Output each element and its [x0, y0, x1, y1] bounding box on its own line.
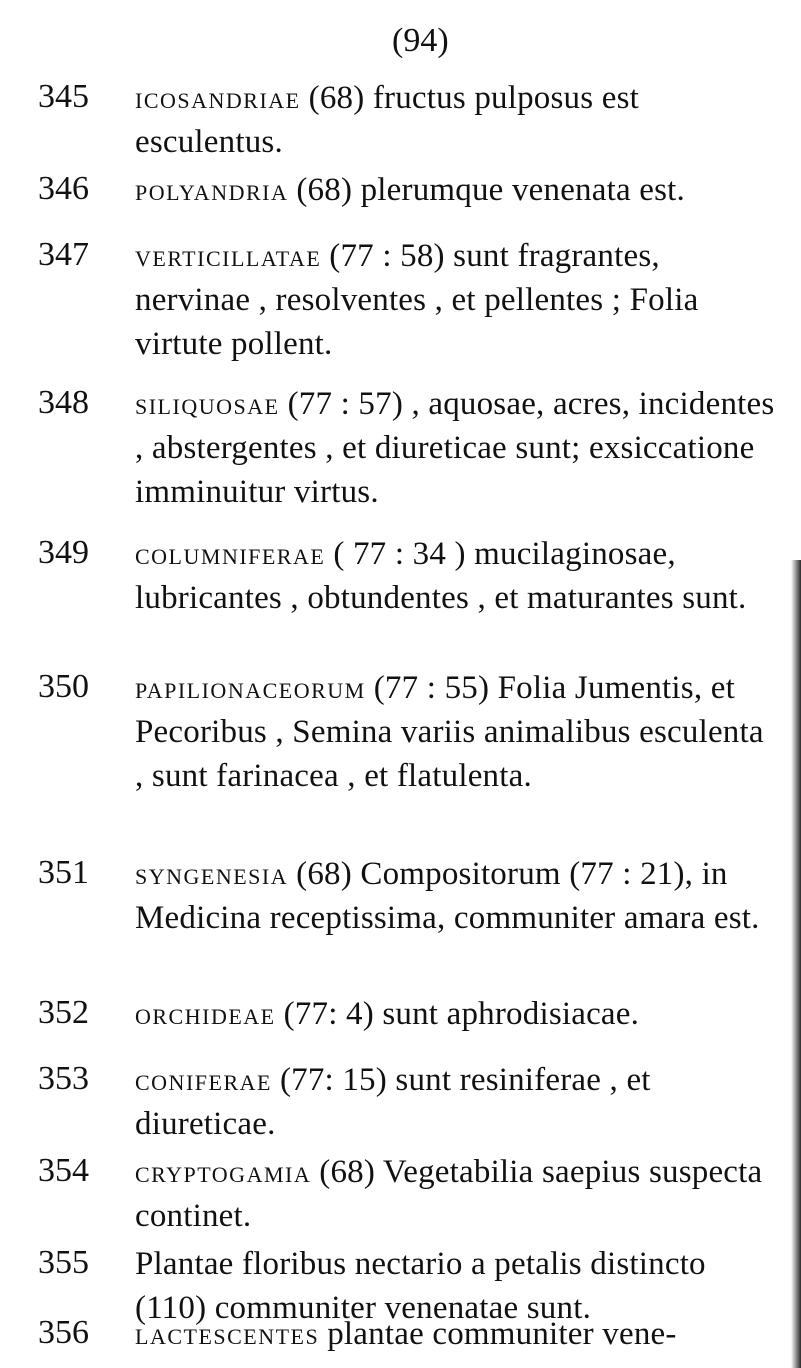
entry-heading: coniferae: [135, 1062, 272, 1097]
entry-text: (77: 4) sunt aphrodisiacae.: [283, 996, 640, 1032]
entry-number: 351: [38, 854, 89, 891]
entry-text: (68) plerumque venenata est.: [296, 172, 685, 208]
entry-number: 348: [38, 384, 89, 421]
entry-number: 350: [38, 668, 89, 705]
entry-text: (77 : 55) Folia Jumentis, et Pecoribus , Semina variis animalibus esculenta , sunt farinacea , et flatulenta.: [135, 670, 764, 794]
entry-number: 345: [38, 78, 89, 115]
entry-text: (77 : 57) , aquosae, acres, incidentes , abstergentes , et diureticae sunt; exsiccatione imminuitur virtus.: [135, 386, 775, 510]
entry-number: 349: [38, 534, 89, 571]
entry-text: (77 : 58) sunt fragrantes, nervinae , resolventes , et pellentes ; Folia virtute pollent.: [135, 238, 699, 362]
entry-text: (68) Vegetabilia saepius suspecta continet.: [135, 1154, 763, 1234]
entry-heading: syngenesia: [135, 856, 289, 891]
entry-number: 347: [38, 236, 89, 273]
entry-heading: papilionaceorum: [135, 670, 366, 705]
entry-heading: polyandria: [135, 172, 289, 207]
page-number: (94): [392, 22, 449, 59]
entry-heading: icosandriae: [135, 80, 301, 115]
entry-heading: siliquosae: [135, 386, 280, 421]
entry-text: ( 77 : 34 ) mucilaginosae, lubricantes , obtundentes , et maturantes sunt.: [135, 536, 747, 616]
entry-text: (77: 15) sunt resiniferae , et diureticae.: [135, 1062, 651, 1142]
entry-number: 346: [38, 170, 89, 207]
page-edge-shadow: [791, 560, 801, 1368]
entry-heading: orchideae: [135, 996, 276, 1031]
entry-number: 355: [38, 1244, 89, 1281]
entry-heading: verticillatae: [135, 238, 322, 273]
entry-text: Plantae floribus nectario a petalis distincto (110) communiter venenatae sunt.: [135, 1246, 706, 1326]
entry-heading: columniferae: [135, 536, 326, 571]
entry-heading: cryptogamia: [135, 1154, 312, 1189]
entry-text: plantae communiter vene-: [327, 1316, 677, 1352]
entry-number: 354: [38, 1152, 89, 1189]
entry-number: 353: [38, 1060, 89, 1097]
entry-heading: lactescentes: [135, 1316, 320, 1351]
entry-text: (68) Compositorum (77 : 21), in Medicina receptissima, communiter amara est.: [135, 856, 760, 936]
entry-text: (68) fructus pulposus est esculentus.: [135, 80, 640, 160]
entry-number: 356: [38, 1314, 89, 1351]
entry-number: 352: [38, 994, 89, 1031]
